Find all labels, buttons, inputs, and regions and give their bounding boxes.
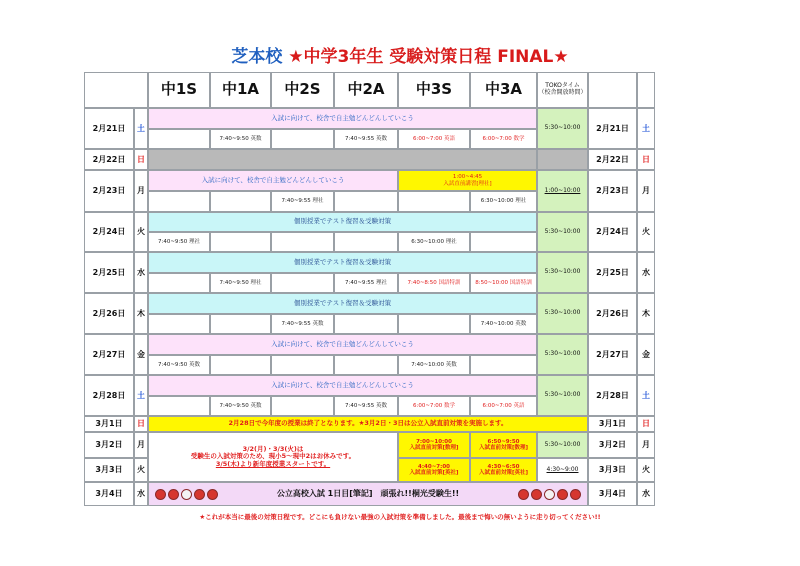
lecture-time: 1:00~4:45 (452, 174, 483, 181)
daruma-icon (194, 489, 205, 500)
empty-slot (334, 355, 398, 375)
dow-cell: 土 (134, 108, 148, 149)
toko-time: 1:00~10:00 (537, 170, 588, 212)
date-cell: 2月28日 (84, 375, 134, 416)
class-slot-a3: 6:00~7:00 英語 (470, 396, 537, 416)
date-cell-right: 3月4日 (588, 482, 637, 506)
date-cell: 3月1日 (84, 416, 134, 432)
exam-day-banner (148, 482, 588, 506)
date-cell: 2月27日 (84, 334, 134, 375)
class-slot-a2: 7:40~9:55 英数 (334, 129, 398, 149)
toko-time: 5:30~10:00 (537, 252, 588, 293)
date-cell-right: 2月27日 (588, 334, 637, 375)
class-slot-a3: 6:30~10:00 理社 (470, 191, 537, 212)
closed-day-toko (537, 149, 588, 170)
toko-time: 5:30~10:00 (537, 108, 588, 149)
study-band: 入試に向けて、校舎で自主勉どんどんしていこう (148, 375, 537, 396)
study-band: 入試に向けて、校舎で自主勉どんどんしていこう (148, 108, 537, 129)
class-slot-a1: 7:40~9:50 英数 (210, 129, 271, 149)
dow-cell-right: 日 (637, 149, 655, 170)
date-cell-right: 2月28日 (588, 375, 637, 416)
dow-cell: 火 (134, 212, 148, 252)
class-slot-s3: 6:00~7:00 数学 (398, 396, 470, 416)
header-corner (84, 72, 148, 108)
prep-slot-a3 (470, 458, 537, 482)
toko-time: 5:30~10:00 (537, 212, 588, 252)
date-cell-right: 2月25日 (588, 252, 637, 293)
empty-slot (271, 129, 334, 149)
class-slot-s3: 7:40~10:00 英数 (398, 355, 470, 375)
daruma-icon (181, 489, 192, 500)
date-cell-right: 2月22日 (588, 149, 637, 170)
prep-time: 7:00~10:00 (416, 438, 452, 445)
column-header-s1: 中1S (148, 72, 210, 108)
dow-cell: 木 (134, 293, 148, 334)
dow-cell-right: 水 (637, 482, 655, 506)
toko-time: 5:30~10:00 (537, 432, 588, 458)
empty-slot (148, 396, 210, 416)
dow-cell-right: 木 (637, 293, 655, 334)
empty-slot (210, 355, 271, 375)
empty-slot (271, 396, 334, 416)
empty-slot (148, 191, 210, 212)
prep-subject: 入試直前対策[数理] (409, 445, 459, 451)
footer-note: ★これが本当に最後の対策日程です。どこにも負けない最強の入試対策を準備しました。最後まで悔いの無いように走り切ってください!! (199, 513, 601, 521)
dow-cell-right: 土 (637, 108, 655, 149)
daruma-icon-group (155, 489, 218, 500)
dow-cell-right: 火 (637, 212, 655, 252)
empty-slot (271, 355, 334, 375)
empty-slot (210, 191, 271, 212)
star-icon: ★ (288, 47, 304, 67)
empty-slot (470, 232, 537, 252)
date-cell-right: 2月21日 (588, 108, 637, 149)
class-slot-s3: 6:00~7:00 英語 (398, 129, 470, 149)
dow-cell-right: 月 (637, 432, 655, 458)
closed-day (148, 149, 537, 170)
empty-slot (334, 232, 398, 252)
class-slot-a3: 7:40~10:00 英数 (470, 314, 537, 334)
date-cell-right: 3月2日 (588, 432, 637, 458)
prep-slot-s3 (398, 458, 470, 482)
exam-day-text: 公立高校入試 1日目[筆記] 頑張れ!!桐光受験生!! (276, 489, 460, 499)
daruma-icon (570, 489, 581, 500)
prep-time: 4:40~7:00 (418, 463, 450, 470)
empty-slot (334, 191, 398, 212)
column-header-a3: 中3A (470, 72, 537, 108)
dow-cell: 水 (134, 482, 148, 506)
empty-slot (210, 314, 271, 334)
lecture-subject: 入試直前講習[理社] (443, 180, 492, 187)
date-cell: 2月25日 (84, 252, 134, 293)
date-cell-right: 2月24日 (588, 212, 637, 252)
dow-cell: 日 (134, 149, 148, 170)
date-cell: 3月3日 (84, 458, 134, 482)
date-cell: 3月2日 (84, 432, 134, 458)
empty-slot (148, 314, 210, 334)
empty-slot (398, 191, 470, 212)
prep-slot-a3 (470, 432, 537, 458)
header-date-right (588, 72, 637, 108)
class-slot-s1: 7:40~9:50 理社 (148, 232, 210, 252)
study-band: 個別授業でテスト復習＆受験対策 (148, 212, 537, 232)
empty-slot (398, 314, 470, 334)
toko-time: 5:30~10:00 (537, 334, 588, 375)
daruma-icon (518, 489, 529, 500)
date-cell: 2月22日 (84, 149, 134, 170)
dow-cell-right: 火 (637, 458, 655, 482)
empty-slot (148, 129, 210, 149)
study-band: 入試に向けて、校舎で自主勉どんどんしていこう (148, 170, 398, 191)
empty-slot (148, 273, 210, 293)
school-name: 芝本校 (231, 47, 283, 67)
class-slot-a3: 6:00~7:00 数学 (470, 129, 537, 149)
date-cell: 2月24日 (84, 212, 134, 252)
daruma-icon (155, 489, 166, 500)
dow-cell-right: 月 (637, 170, 655, 212)
dow-cell: 火 (134, 458, 148, 482)
class-slot-s1: 7:40~9:50 英数 (148, 355, 210, 375)
prep-subject: 入試直前対策[数理] (478, 445, 529, 451)
prep-subject: 入試直前対策[英社] (478, 470, 529, 476)
dow-cell: 金 (134, 334, 148, 375)
prep-subject: 入試直前対策[英社] (409, 470, 459, 476)
dow-cell: 日 (134, 416, 148, 432)
dow-cell-right: 日 (637, 416, 655, 432)
prep-slot-s3 (398, 432, 470, 458)
class-slot-a2: 7:40~9:55 理社 (334, 273, 398, 293)
toko-time: 4:30~9:00 (537, 458, 588, 482)
class-slot-s2: 7:40~9:55 理社 (271, 191, 334, 212)
toko-time: 5:30~10:00 (537, 293, 588, 334)
dow-cell-right: 水 (637, 252, 655, 293)
date-cell: 3月4日 (84, 482, 134, 506)
class-slot-s2: 7:40~9:55 英数 (271, 314, 334, 334)
date-cell-right: 2月26日 (588, 293, 637, 334)
daruma-icon-group (518, 489, 581, 500)
class-slot-s3: 6:30~10:00 理社 (398, 232, 470, 252)
empty-slot (334, 314, 398, 334)
study-band: 個別授業でテスト復習＆受験対策 (148, 252, 537, 273)
daruma-icon (544, 489, 555, 500)
column-header-s3: 中3S (398, 72, 470, 108)
page-title (0, 42, 800, 67)
dow-cell: 月 (134, 432, 148, 458)
date-cell-right: 2月23日 (588, 170, 637, 212)
march23-notice (148, 432, 398, 482)
column-header-a2: 中2A (334, 72, 398, 108)
star-icon: ★ (553, 47, 569, 67)
dow-cell-right: 土 (637, 375, 655, 416)
toko-time: 5:30~10:00 (537, 375, 588, 416)
dow-cell: 土 (134, 375, 148, 416)
daruma-icon (557, 489, 568, 500)
title-main: 中学3年生 受験対策日程 FINAL (303, 47, 554, 67)
study-band: 個別授業でテスト復習＆受験対策 (148, 293, 537, 314)
class-slot-a1: 7:40~9:50 理社 (210, 273, 271, 293)
date-cell-right: 3月1日 (588, 416, 637, 432)
dow-cell: 水 (134, 252, 148, 293)
date-cell: 2月23日 (84, 170, 134, 212)
notice-line: 3/5(木)より新年度授業スタートです。 (215, 459, 331, 468)
header-dow-right (637, 72, 655, 108)
empty-slot (271, 232, 334, 252)
dow-cell: 月 (134, 170, 148, 212)
daruma-icon (531, 489, 542, 500)
march1-notice: 2月28日で今年度の授業は終了となります。★3月2日・3日は公立入試直前対策を実施します。 (148, 416, 588, 432)
class-slot-s3: 7:40~8:50 国語特訓 (398, 273, 470, 293)
prep-time: 4:30~6:50 (487, 463, 520, 470)
toko-header: TOKOタイム （校舎開放時間） (537, 72, 588, 108)
column-header-a1: 中1A (210, 72, 271, 108)
daruma-icon (168, 489, 179, 500)
class-slot-a1: 7:40~9:50 英数 (210, 396, 271, 416)
class-slot-a2: 7:40~9:55 英数 (334, 396, 398, 416)
special-lecture (398, 170, 537, 191)
empty-slot (210, 232, 271, 252)
prep-time: 6:50~9:50 (487, 438, 520, 445)
dow-cell-right: 金 (637, 334, 655, 375)
notice-line: 受験生の入試対策のため、現小5～現中2はお休みです。 (190, 452, 356, 461)
date-cell-right: 3月3日 (588, 458, 637, 482)
empty-slot (271, 273, 334, 293)
empty-slot (470, 355, 537, 375)
study-band: 入試に向けて、校舎で自主勉どんどんしていこう (148, 334, 537, 355)
column-header-s2: 中2S (271, 72, 334, 108)
class-slot-a3: 8:50~10:00 国語特訓 (470, 273, 537, 293)
daruma-icon (207, 489, 218, 500)
date-cell: 2月26日 (84, 293, 134, 334)
date-cell: 2月21日 (84, 108, 134, 149)
notice-line: 3/2(月)・3/3(火)は (242, 444, 304, 453)
